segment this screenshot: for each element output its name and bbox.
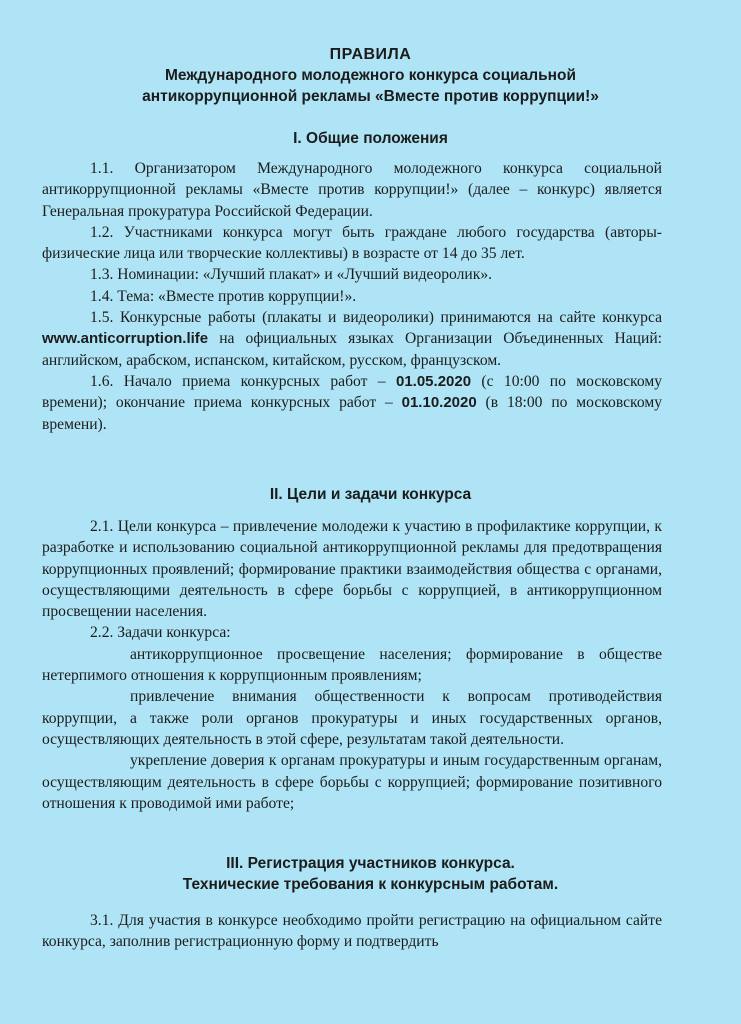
task-item-2: привлечение внимания общественности к вопросам противодействия коррупции, а также роли органов прокуратуры и иных государственных органов, осуществляющих деятельность в этой сфере, результатам такой деятельности. bbox=[42, 688, 662, 748]
paragraph-2-1: 2.1. Цели конкурса – привлечение молодежи к участию в профилактике коррупции, к разработке и использованию социальной антикоррупционной рекламы для предотвращения коррупционных проявлений; формирование практики взаимодействия общества с органами, осуществляющими деятельность в сфере борьбы с коррупцией, в антикоррупционном просвещении населения. bbox=[42, 518, 662, 621]
paragraph-1-5-text-start: 1.5. Конкурсные работы (плакаты и видеоролики) принимаются на сайте конкурса bbox=[90, 309, 662, 327]
end-date: 01.10.2020 bbox=[401, 394, 477, 412]
document-title: ПРАВИЛА bbox=[329, 46, 412, 63]
paragraph-1-2: 1.2. Участниками конкурса могут быть граждане любого государства (авторы-физические лица или творческие коллективы) в возрасте от 14 до 35 лет. bbox=[42, 223, 662, 263]
task-item-1: антикоррупционное просвещение населения; формирование в обществе нетерпимого отношения к коррупционным проявлениям; bbox=[42, 645, 662, 685]
section-3-heading-line-1: III. Регистрация участников конкурса. bbox=[226, 855, 515, 872]
document-header bbox=[0, 44, 741, 107]
paragraph-1-4: 1.4. Тема: «Вместе против коррупции!». bbox=[90, 287, 357, 305]
section-2-heading: II. Цели и задачи конкурса bbox=[269, 486, 472, 503]
paragraph-1-5 bbox=[42, 307, 662, 371]
document-subtitle-line-2: антикоррупционной рекламы «Вместе против коррупции!» bbox=[142, 88, 599, 105]
section-3-body bbox=[42, 910, 662, 953]
paragraph-1-3: 1.3. Номинации: «Лучший плакат» и «Лучший видеоролик». bbox=[90, 266, 493, 284]
section-1-heading: I. Общие положения bbox=[293, 130, 448, 147]
contest-website-link[interactable]: www.anticorruption.life bbox=[42, 330, 209, 348]
paragraph-1-6-text-b: (с 10:00 по московскому времени); окончание приема конкурсных работ – bbox=[42, 372, 662, 412]
section-2-body bbox=[42, 516, 662, 814]
section-1-body bbox=[42, 158, 662, 435]
paragraph-1-6 bbox=[42, 371, 662, 435]
paragraph-1-1: 1.1. Организатором Международного молодежного конкурса социальной антикоррупционной рекламы «Вместе против коррупции!» (далее – конкурс) является Генеральная прокуратура Российской Федерации. bbox=[42, 160, 662, 220]
section-3-heading-line-2: Технические требования к конкурсным работам. bbox=[182, 876, 559, 893]
task-item-3: укрепление доверия к органам прокуратуры и иным государственным органам, осуществляющим деятельность в сфере борьбы с коррупцией; формирование позитивного отношения к проводимой ими работе; bbox=[42, 752, 662, 812]
paragraph-2-2: 2.2. Задачи конкурса: bbox=[90, 624, 231, 642]
paragraph-1-6-text-c: (в 18:00 по московскому времени). bbox=[42, 394, 662, 433]
start-date: 01.05.2020 bbox=[395, 372, 472, 390]
paragraph-1-5-text-end: на официальных языках Организации Объединенных Наций: английском, арабском, испанском, китайском, русском, французском. bbox=[42, 330, 662, 369]
section-3-heading bbox=[0, 853, 741, 895]
paragraph-1-6-text-a: 1.6. Начало приема конкурсных работ – bbox=[90, 372, 396, 390]
paragraph-3-1: 3.1. Для участия в конкурсе необходимо пройти регистрацию на официальном сайте конкурса, заполнив регистрационную форму и подтвердить bbox=[42, 912, 662, 951]
document-subtitle-line-1: Международного молодежного конкурса социальной bbox=[165, 67, 576, 84]
